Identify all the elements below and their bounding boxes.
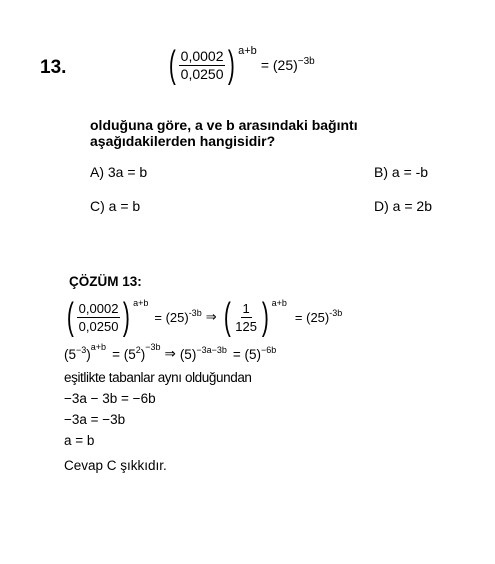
exponent: −3 bbox=[76, 345, 87, 355]
term: (5) bbox=[179, 346, 197, 362]
exponent: -3b bbox=[188, 308, 202, 318]
solution-line-3: eşitlikte tabanlar aynı olduğundan bbox=[64, 370, 252, 385]
left-paren: ( bbox=[168, 44, 176, 86]
term: = (25) bbox=[154, 309, 189, 325]
implies-arrow: ⇒ bbox=[164, 346, 176, 361]
solution-line-2 bbox=[64, 342, 277, 362]
solution-title: ÇÖZÜM 13: bbox=[69, 274, 142, 289]
solution-fraction-2 bbox=[233, 301, 259, 334]
exponent: −3b bbox=[145, 342, 161, 352]
option-d: D) a = 2b bbox=[374, 198, 432, 214]
rhs-exponent: −3b bbox=[297, 55, 315, 67]
left-paren: ( bbox=[66, 296, 74, 338]
question-number: 13. bbox=[40, 57, 67, 78]
question-prompt-line2: aşağıdakilerden hangisidir? bbox=[90, 133, 276, 149]
exponent: a+b bbox=[271, 298, 287, 308]
lhs-exponent: a+b bbox=[238, 45, 257, 57]
exponent: -3b bbox=[329, 308, 343, 318]
right-paren: ) bbox=[228, 44, 236, 86]
fraction-numerator: 0,0002 bbox=[78, 300, 119, 316]
exponent: a+b bbox=[90, 342, 107, 352]
right-paren: ) bbox=[123, 296, 131, 338]
implies-arrow: ⇒ bbox=[205, 309, 217, 324]
term: (5 bbox=[64, 346, 77, 362]
fraction-denominator: 0,0250 bbox=[78, 318, 119, 334]
solution-line-6: a = b bbox=[64, 433, 95, 448]
solution-answer: Cevap C şıkkıdır. bbox=[64, 458, 167, 473]
term: ) bbox=[140, 346, 146, 362]
option-b: B) a = -b bbox=[374, 164, 429, 180]
fraction-numerator: 1 bbox=[242, 300, 250, 316]
exponent: −6b bbox=[261, 345, 277, 355]
question-fraction bbox=[179, 49, 226, 82]
right-paren: ) bbox=[261, 296, 269, 338]
term: = (5) bbox=[232, 346, 261, 362]
exponent: a+b bbox=[133, 298, 149, 308]
question-prompt-line1: olduğuna göre, a ve b arasındaki bağıntı bbox=[90, 117, 358, 133]
solution-line-4: −3a − 3b = −6b bbox=[64, 391, 156, 406]
term: = (25) bbox=[294, 309, 330, 325]
fraction-denominator: 125 bbox=[235, 318, 257, 334]
solution-line-5: −3a = −3b bbox=[64, 412, 126, 427]
rhs-base: = (25) bbox=[260, 57, 298, 73]
term: ) bbox=[86, 346, 91, 362]
solution-line-1 bbox=[64, 298, 342, 336]
option-a: A) 3a = b bbox=[90, 164, 148, 180]
exponent: 2 bbox=[135, 345, 141, 355]
left-paren: ( bbox=[223, 296, 231, 338]
fraction-denominator: 0,0250 bbox=[180, 65, 224, 82]
exponent: −3a−3b bbox=[196, 345, 227, 355]
question-equation bbox=[166, 46, 315, 84]
fraction-numerator: 0,0002 bbox=[180, 47, 224, 64]
solution-fraction-1 bbox=[77, 301, 121, 334]
term: = (5 bbox=[112, 346, 136, 362]
option-c: C) a = b bbox=[90, 198, 141, 214]
